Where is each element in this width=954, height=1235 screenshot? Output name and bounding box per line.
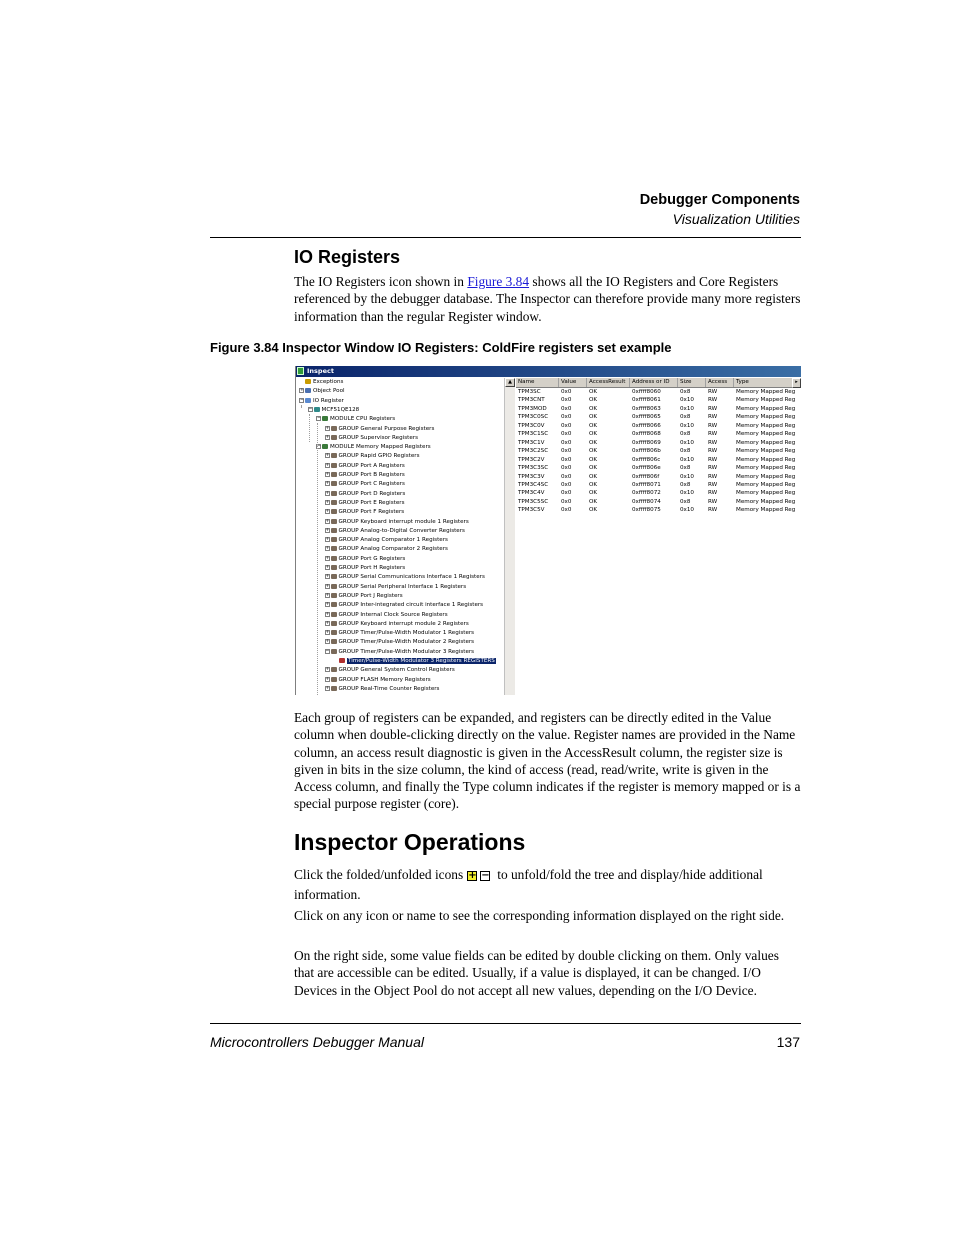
column-header[interactable]: Value [559, 378, 587, 387]
table-cell: OK [589, 405, 598, 412]
group-icon [331, 528, 337, 533]
table-cell: OK [589, 389, 598, 395]
table-cell: 0x8 [680, 389, 691, 395]
table-row[interactable] [516, 506, 801, 514]
group-icon [331, 574, 337, 579]
group-icon [331, 481, 337, 486]
table-cell: 0x10 [680, 439, 694, 446]
expand-toggle-icon[interactable]: + [325, 434, 330, 440]
table-cell: 0xffff806c [632, 456, 661, 463]
tree-node[interactable] [325, 629, 475, 638]
table-cell[interactable]: 0x0 [561, 490, 572, 497]
table-cell: OK [589, 498, 598, 505]
group-icon [331, 593, 337, 598]
table-cell: 0xffff8075 [632, 507, 661, 514]
table-cell[interactable]: 0x0 [561, 397, 572, 404]
group-icon [331, 686, 337, 691]
table-cell: RW [708, 481, 718, 488]
tree-node-label: GROUP Timer/Pulse-Width Modulator 1 Registers [338, 630, 475, 637]
table-cell: TPM3C0SC [518, 414, 549, 421]
table-cell: Memory Mapped Reg [736, 389, 796, 395]
expand-toggle-icon[interactable]: + [325, 518, 330, 524]
tree-node-label: GROUP Analog Comparator 1 Registers [338, 537, 448, 544]
expand-toggle-icon[interactable]: + [325, 546, 330, 552]
table-cell[interactable]: 0x0 [561, 507, 572, 514]
table-header [516, 378, 801, 388]
tree-node[interactable] [325, 480, 405, 489]
table-cell: TPM3C2V [518, 456, 545, 463]
tree-node-label: GROUP Serial Peripheral Interface 1 Registers [338, 583, 467, 590]
expand-toggle-icon[interactable]: + [325, 592, 330, 598]
section-heading-inspector-operations: Inspector Operations [294, 829, 526, 855]
table-cell[interactable]: 0x0 [561, 456, 572, 463]
para-text: On the right side, some value fields can be edited by double clicking on them. Only values that are accessible can be edited. Usually, if a value is displayed, it can be changed. I/O Devices in the Object Pool do not accept all new values, depending on the I/O Device. [294, 948, 779, 998]
expand-toggle-icon[interactable]: + [325, 499, 330, 505]
table-cell[interactable]: 0x0 [561, 473, 572, 480]
table-cell: Memory Mapped Reg [736, 448, 796, 455]
tree-node-label: IO Register [313, 397, 344, 404]
expand-toggle-icon[interactable]: + [300, 388, 304, 394]
group-icon [331, 565, 337, 570]
table-cell: OK [589, 456, 598, 463]
group-icon [331, 463, 337, 468]
tree-node-label: GROUP Port F Registers [338, 509, 405, 516]
table-cell: RW [708, 465, 718, 472]
table-cell: OK [589, 431, 598, 438]
table-cell[interactable]: 0x0 [561, 481, 572, 488]
table-cell: 0x10 [680, 490, 694, 497]
table-cell: 0x8 [680, 448, 691, 455]
table-cell: Memory Mapped Reg [736, 507, 796, 514]
table-row[interactable] [516, 388, 801, 396]
expand-toggle-icon[interactable]: + [325, 527, 330, 533]
tree-connector-line [317, 423, 318, 695]
group-icon [331, 602, 337, 607]
tree-node-label: GROUP Serial Communications Interface 1 Registers [338, 574, 485, 581]
tree-node[interactable] [299, 397, 344, 406]
window-title: Inspect [307, 367, 334, 375]
expand-toggle-icon[interactable]: + [325, 472, 330, 477]
group-icon [331, 472, 337, 477]
table-cell: Memory Mapped Reg [736, 456, 796, 463]
tree-node-label: MCF51QE128 [321, 406, 360, 413]
table-cell[interactable]: 0x0 [561, 405, 572, 412]
table-cell: TPM3CNT [518, 397, 545, 404]
table-cell: Memory Mapped Reg [736, 465, 796, 472]
expand-toggle-icon[interactable]: + [325, 676, 330, 682]
table-cell: OK [589, 473, 598, 480]
collapse-toggle-icon[interactable]: − [300, 397, 304, 403]
group-icon [331, 519, 337, 524]
table-row[interactable] [516, 439, 801, 447]
table-row[interactable] [516, 473, 801, 481]
pool-icon [305, 388, 311, 393]
running-header-subtitle: Visualization Utilities [672, 211, 800, 227]
tree-node-label: GROUP General Purpose Registers [338, 425, 435, 432]
table-cell: Memory Mapped Reg [736, 431, 796, 438]
group-icon [331, 426, 337, 431]
group-icon [331, 630, 337, 635]
table-cell: RW [708, 397, 718, 404]
expand-toggle-icon[interactable]: + [325, 611, 330, 617]
minus-box-icon: − [481, 870, 490, 882]
tree-node[interactable] [325, 518, 469, 527]
tree-node-label: GROUP Port E Registers [338, 499, 405, 506]
tree-node[interactable] [325, 508, 405, 517]
tree-node[interactable] [325, 425, 435, 434]
table-cell: 0xffff8072 [632, 490, 661, 497]
table-cell: 0xffff8068 [632, 431, 661, 438]
inspect-app-icon [297, 367, 304, 375]
footer-manual-title: Microcontrollers Debugger Manual [210, 1034, 424, 1050]
tree-node[interactable] [325, 462, 405, 471]
table-cell[interactable]: 0x0 [561, 448, 572, 455]
tree-node[interactable] [325, 685, 440, 694]
table-cell: Memory Mapped Reg [736, 498, 796, 505]
tree-node-label: GROUP Port H Registers [338, 565, 406, 571]
tree-node[interactable] [325, 620, 469, 629]
inspector-ops-paragraph-1 [294, 866, 802, 903]
table-cell: 0xffff8061 [632, 397, 661, 404]
tree-node-label: GROUP Timer/Pulse-Width Modulator 3 Registers [338, 648, 475, 655]
expand-toggle-icon[interactable]: + [325, 630, 330, 636]
tree-node[interactable] [325, 592, 403, 601]
group-icon [331, 649, 337, 654]
figure-caption: Figure 3.84 Inspector Window IO Registers: ColdFire registers set example [210, 340, 672, 355]
table-cell[interactable]: 0x0 [561, 422, 572, 429]
para-text: The IO Registers icon shown in [294, 274, 468, 289]
tree-node-label: Timer/Pulse-Width Modulator 3 Registers REGISTERS [348, 658, 495, 664]
page-number: 137 [776, 1034, 800, 1050]
table-row[interactable] [516, 447, 801, 455]
table-cell: 0x8 [680, 465, 691, 472]
tree-node-label: Object Pool [313, 388, 345, 395]
table-cell: TPM3C0V [518, 422, 545, 429]
table-cell: RW [708, 498, 718, 505]
table-cell: OK [589, 422, 598, 429]
tree-scrollbar[interactable] [504, 378, 515, 695]
table-cell: TPM3C1SC [518, 431, 549, 438]
table-cell: TPM3C2SC [518, 448, 549, 455]
para-text: shows all the IO Registers and Core Registers referenced by the debugger database. The Inspector can therefore provide many more registers information than the regular Register window. [294, 274, 801, 324]
tree-node-label: GROUP General System Control Registers [338, 667, 455, 674]
plus-box-icon: + [468, 870, 477, 882]
collapse-toggle-icon[interactable]: − [317, 416, 321, 422]
module-icon [322, 416, 328, 421]
table-cell: Memory Mapped Reg [736, 397, 796, 404]
table-cell: 0x10 [680, 397, 694, 404]
table-cell: RW [708, 473, 718, 480]
tree-node[interactable] [325, 545, 448, 554]
column-header[interactable]: Type [734, 378, 801, 387]
tree-node-label: GROUP Internal Clock Source Registers [338, 611, 448, 618]
table-cell[interactable]: 0x0 [561, 431, 572, 438]
expand-toggle-icon[interactable]: + [325, 555, 330, 561]
tree-node-label: MODULE Memory Mapped Registers [330, 444, 431, 451]
tree-node-label: Exceptions [313, 379, 344, 385]
expand-toggle-icon[interactable]: + [325, 583, 330, 589]
table-row[interactable] [516, 481, 801, 489]
table-cell: Memory Mapped Reg [736, 405, 796, 412]
tree-node-label: GROUP Analog Comparator 2 Registers [338, 546, 448, 553]
table-cell: Memory Mapped Reg [736, 439, 796, 446]
tree-node-label: MODULE CPU Registers [330, 416, 396, 423]
table-cell: 0xffff8066 [632, 422, 661, 429]
after-figure-paragraph [294, 709, 802, 813]
column-header[interactable]: Name [516, 378, 559, 387]
group-icon [331, 667, 337, 672]
table-cell: TPM3C5V [518, 507, 545, 514]
running-header-title: Debugger Components [639, 192, 800, 208]
table-cell: 0xffff8074 [632, 498, 661, 505]
table-cell: 0x10 [680, 422, 694, 429]
table-cell: TPM3C5SC [518, 498, 549, 505]
tree-node-label: GROUP Supervisor Registers [338, 434, 418, 441]
fold-icons [467, 866, 493, 883]
scroll-up-arrow-icon[interactable]: ▲ [505, 378, 515, 387]
expand-toggle-icon[interactable]: + [325, 481, 330, 487]
object-tree-pane [296, 378, 504, 695]
table-cell: OK [589, 481, 598, 488]
tree-node[interactable] [325, 676, 431, 685]
tree-node[interactable] [325, 527, 465, 536]
table-row[interactable] [516, 489, 801, 497]
table-cell: Memory Mapped Reg [736, 422, 796, 429]
table-cell: 0xffff8071 [632, 481, 661, 488]
module-icon [322, 444, 328, 449]
expand-toggle-icon[interactable]: + [325, 667, 330, 673]
group-icon [331, 453, 337, 458]
table-cell: 0xffff8063 [632, 405, 661, 412]
expand-toggle-icon[interactable]: + [325, 509, 330, 515]
tree-node-label: GROUP Keyboard interrupt module 2 Registers [338, 620, 469, 627]
table-cell: Memory Mapped Reg [736, 473, 796, 480]
tree-node-label: GROUP Port A Registers [338, 462, 405, 469]
tree-node[interactable] [325, 573, 485, 582]
table-cell: 0x10 [680, 507, 694, 514]
table-cell: TPM3C3SC [518, 465, 549, 472]
table-cell: 0xffff8065 [632, 414, 661, 421]
tree-node[interactable] [325, 490, 406, 499]
table-cell: TPM3C4SC [518, 481, 549, 488]
tree-node[interactable] [325, 564, 406, 573]
tree-node[interactable] [316, 443, 431, 452]
table-cell: OK [589, 465, 598, 472]
collapse-toggle-icon[interactable]: − [325, 648, 330, 654]
table-cell: TPM3C4V [518, 490, 545, 497]
tree-node[interactable] [325, 638, 475, 647]
table-cell: OK [589, 490, 598, 497]
inspector-ops-paragraph-3 [294, 947, 802, 999]
group-icon [331, 584, 337, 589]
tree-node-label: GROUP Port G Registers [338, 555, 406, 562]
tree-node[interactable] [325, 666, 455, 675]
table-cell: RW [708, 389, 718, 395]
chip-icon [314, 407, 320, 412]
table-cell: 0xffff8069 [632, 439, 661, 446]
inspector-window-screenshot [295, 366, 801, 695]
tree-connector-line [309, 414, 310, 442]
table-cell: 0x10 [680, 456, 694, 463]
tree-node-label: GROUP Keyboard interrupt module 1 Registers [338, 518, 469, 525]
table-cell: RW [708, 448, 718, 455]
table-row[interactable] [516, 498, 801, 506]
table-cell: OK [589, 507, 598, 514]
group-icon [331, 435, 337, 440]
table-cell: OK [589, 414, 598, 421]
group-icon [331, 500, 337, 505]
para-text: Click the folded/unfolded icons [294, 867, 464, 882]
tree-node-label: GROUP Port D Registers [338, 490, 406, 497]
table-cell[interactable]: 0x0 [561, 389, 572, 395]
table-cell: 0xffff806f [632, 473, 660, 480]
expand-toggle-icon[interactable]: + [325, 425, 330, 431]
table-cell: Memory Mapped Reg [736, 414, 796, 421]
table-cell: RW [708, 439, 718, 446]
tree-node[interactable] [325, 471, 405, 480]
tree-node[interactable] [325, 601, 484, 610]
tree-node[interactable] [299, 378, 343, 387]
column-header[interactable]: Address or ID [630, 378, 678, 387]
group-icon [331, 677, 337, 682]
tree-node[interactable] [325, 499, 405, 508]
table-cell: 0x10 [680, 473, 694, 480]
tree-node[interactable] [325, 611, 448, 620]
table-cell[interactable]: 0x0 [561, 439, 572, 446]
table-cell: RW [708, 431, 718, 438]
table-cell: 0xffff806e [632, 465, 661, 472]
tree-node-label: GROUP Real-Time Counter Registers [338, 685, 440, 692]
para-text: Click on any icon or name to see the corresponding information displayed on the right side. [294, 908, 785, 923]
table-cell[interactable]: 0x0 [561, 498, 572, 505]
io-registers-paragraph [294, 273, 802, 325]
expand-toggle-icon[interactable]: + [325, 490, 330, 496]
table-cell: 0xffff8060 [632, 389, 661, 395]
collapse-toggle-icon[interactable]: − [308, 406, 313, 412]
group-icon [331, 621, 337, 626]
tree-node-label: GROUP Port J Registers [338, 592, 403, 599]
table-cell: RW [708, 405, 718, 412]
table-row[interactable] [516, 456, 801, 464]
tree-node[interactable] [325, 555, 406, 564]
column-header[interactable]: AccessResult [587, 378, 630, 387]
tree-node[interactable] [325, 452, 420, 461]
table-cell: TPM3C1V [518, 439, 545, 446]
expand-toggle-icon[interactable]: + [325, 565, 330, 570]
table-cell: Memory Mapped Reg [736, 481, 796, 488]
table-cell: OK [589, 448, 598, 455]
grid-scroll-right-icon[interactable]: ▸ [792, 378, 801, 388]
table-row[interactable] [516, 422, 801, 430]
group-icon [331, 509, 337, 514]
expand-toggle-icon[interactable]: + [325, 620, 330, 626]
table-cell: OK [589, 397, 598, 404]
tree-node-label: GROUP Port C Registers [338, 481, 405, 488]
registers-leaf-icon [339, 658, 345, 663]
tree-node-label: GROUP FLASH Memory Registers [338, 676, 431, 683]
tree-node[interactable] [325, 434, 418, 443]
table-row[interactable] [516, 396, 801, 404]
para-text: Each group of registers can be expanded, and registers can be directly edited in the Value column when double-clicking directly on the value. Register names are provided in the Name column, an access result diagnostic is given in the AccessResult column, the register size is given in bits in the size column, the kind of access (read, read/write, write is given in the Access column, and finally the Type column indicates if the register is memory mapped or is a special purpose register (core). [294, 710, 801, 812]
column-header[interactable]: Access [706, 378, 734, 387]
table-cell: RW [708, 422, 718, 429]
group-icon [331, 556, 337, 561]
tree-node[interactable] [325, 583, 467, 592]
tree-node-label: GROUP Rapid GPIO Registers [338, 453, 420, 460]
tree-node[interactable] [308, 406, 360, 415]
lightning-icon [305, 379, 311, 384]
para-text: to unfold/fold the tree and display/hide additional information. [294, 867, 763, 902]
tree-node-label: GROUP Timer/Pulse-Width Modulator 2 Registers [338, 639, 475, 646]
tree-node[interactable] [333, 657, 496, 666]
table-cell: TPM3C3V [518, 473, 545, 480]
table-cell: OK [589, 439, 598, 446]
table-cell[interactable]: 0x0 [561, 414, 572, 421]
tree-node-label: GROUP Analog-to-Digital Converter Registers [338, 527, 465, 534]
expand-toggle-icon[interactable]: + [325, 602, 330, 608]
table-cell: RW [708, 507, 718, 514]
table-cell: TPM3SC [518, 389, 541, 395]
expand-toggle-icon[interactable]: + [325, 462, 330, 468]
tree-node[interactable] [325, 536, 448, 545]
header-rule [210, 237, 801, 238]
tree-node[interactable] [325, 648, 475, 657]
group-icon [331, 639, 337, 644]
inspector-title-bar [296, 366, 801, 377]
table-row[interactable] [516, 405, 801, 413]
collapse-toggle-icon[interactable]: − [317, 444, 321, 450]
register-table [516, 378, 801, 695]
table-cell: 0xffff806b [632, 448, 661, 455]
footer-rule [210, 1023, 801, 1024]
column-header[interactable]: Size [678, 378, 706, 387]
table-cell: RW [708, 490, 718, 497]
table-row[interactable] [516, 430, 801, 438]
table-cell: RW [708, 456, 718, 463]
tree-node-label: GROUP Inter-integrated circuit interface 1 Registers [338, 602, 484, 609]
expand-toggle-icon[interactable]: + [325, 537, 330, 543]
table-cell: 0x8 [680, 414, 691, 421]
table-row[interactable] [516, 413, 801, 421]
expand-toggle-icon[interactable]: + [325, 685, 330, 691]
expand-toggle-icon[interactable]: + [325, 574, 330, 580]
group-icon [331, 612, 337, 617]
register-icon [305, 398, 311, 403]
group-icon [331, 546, 337, 551]
section-heading-io-registers: IO Registers [294, 247, 401, 267]
group-icon [331, 537, 337, 542]
tree-connector-line [301, 405, 302, 407]
tree-node[interactable] [299, 387, 345, 396]
tree-node-label: GROUP Port B Registers [338, 472, 405, 478]
table-cell[interactable]: 0x0 [561, 465, 572, 472]
figure-link[interactable]: Figure 3.84 [467, 274, 530, 289]
table-cell: RW [708, 414, 718, 421]
inspector-ops-paragraph-2 [294, 907, 802, 924]
table-cell: 0x10 [680, 405, 694, 412]
table-row[interactable] [516, 464, 801, 472]
table-cell: 0x8 [680, 498, 691, 505]
table-cell: TPM3MOD [518, 405, 547, 412]
tree-node[interactable] [316, 415, 395, 424]
table-cell: Memory Mapped Reg [736, 490, 796, 497]
expand-toggle-icon[interactable]: + [325, 453, 330, 459]
table-cell: 0x8 [680, 431, 691, 438]
expand-toggle-icon[interactable]: + [325, 639, 330, 645]
table-cell: 0x8 [680, 481, 691, 488]
group-icon [331, 491, 337, 496]
